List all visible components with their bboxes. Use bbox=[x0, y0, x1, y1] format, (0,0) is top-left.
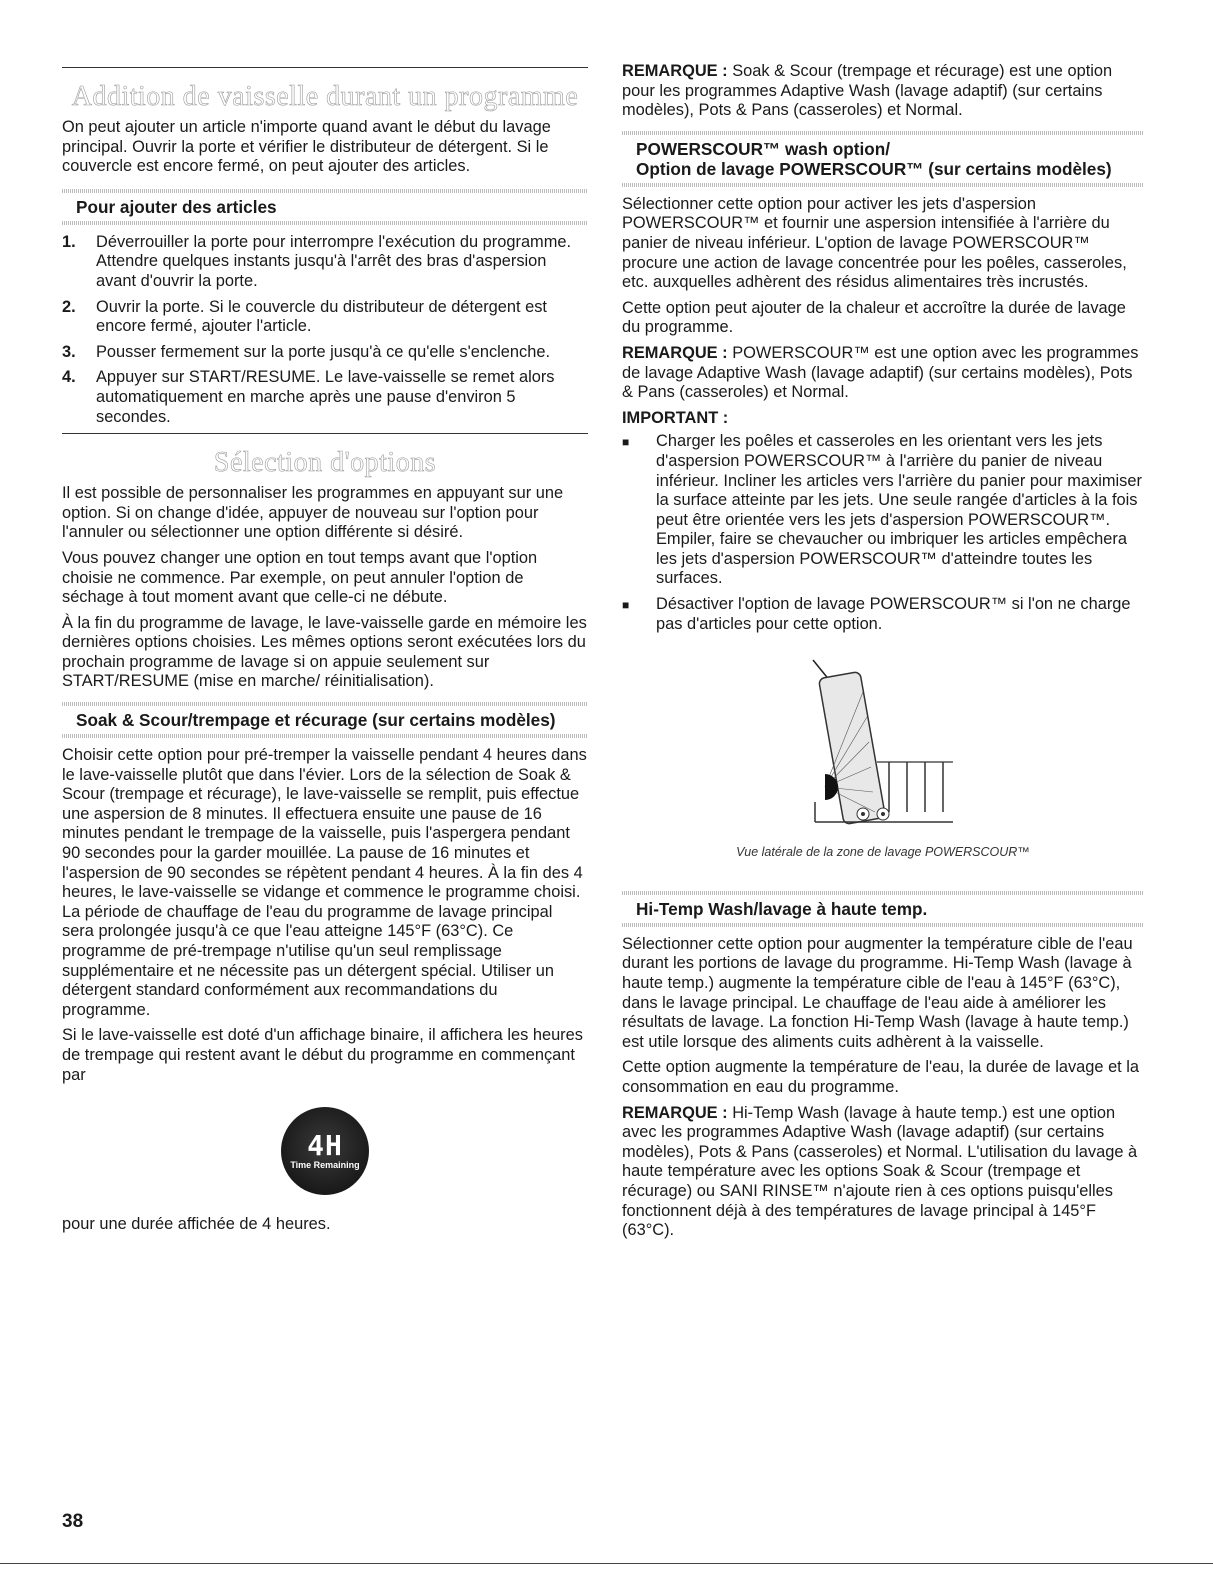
steps-list bbox=[62, 233, 588, 427]
bottom-rule bbox=[0, 1563, 1213, 1564]
powerscour-p1: Sélectionner cette option pour activer les jets d'aspersion POWERSCOUR™ et fournir une aspersion intensifiée à l'arrière du panier de niveau inférieur. L'option de lavage POWERSCOUR™ procure une action de lavage concentrée pour les poêles, casseroles, etc. auxquelles adhèrent des résidus alimentaires très incrustés. bbox=[622, 194, 1127, 292]
subheading-add-items: Pour ajouter des articles bbox=[76, 196, 277, 217]
list-item: 4. Appuyer sur START/RESUME. Le lave-vaisselle se remet alors automatiquement en marche après une pause d'environ 5 secondes. bbox=[62, 368, 555, 426]
section-rule bbox=[62, 433, 588, 434]
hatch-rule bbox=[62, 221, 588, 225]
remarque-soak: REMARQUE : Soak & Scour (trempage et récurage) est une option pour les programmes Adaptive Wash (lavage adaptif) (sur certains modèles), Pots & Pans (casseroles) et Normal. bbox=[622, 62, 1113, 120]
hitemp-p1: Sélectionner cette option pour augmenter la température cible de l'eau durant les portions de lavage du programme. Hi-Temp Wash (lavage à haute temp.) augmente la température cible de l'eau à 145°F (63°C), dans le lavage principal. Le chauffage de l'eau aide à améliorer les résultats de lavage. La fonction Hi-Temp Wash (lavage à haute temp.) est utile lorsque des aliments cuits adhèrent à la vaisselle. bbox=[622, 934, 1133, 1051]
hitemp-p2: Cette option augmente la température de l'eau, la durée de lavage et la consommation en eau du programme. bbox=[622, 1058, 1140, 1096]
subheading-hitemp: Hi-Temp Wash/lavage à haute temp. bbox=[636, 898, 928, 919]
time-remaining-display-icon bbox=[281, 1107, 369, 1195]
hatch-rule bbox=[622, 923, 1144, 927]
important-label: IMPORTANT : bbox=[622, 408, 729, 427]
figure-caption: Vue latérale de la zone de lavage POWERSCOUR™ bbox=[736, 845, 1030, 860]
soak-p3: pour une durée affichée de 4 heures. bbox=[62, 1215, 331, 1234]
display-label: Time Remaining bbox=[290, 1159, 360, 1170]
list-item: 1. Déverrouiller la porte pour interrompre l'exécution du programme. Attendre quelques instants jusqu'à l'arrêt des bras d'aspersion avant d'ouvrir la porte. bbox=[62, 232, 572, 290]
powerscour-figure bbox=[622, 652, 1144, 837]
section-title-addition: Addition de vaisselle durant un programme bbox=[71, 81, 579, 112]
subheading-soak-scour: Soak & Scour/trempage et récurage (sur certains modèles) bbox=[76, 710, 556, 731]
left-column bbox=[62, 0, 588, 1241]
list-item: 3. Pousser fermement sur la porte jusqu'à ce qu'elle s'enclenche. bbox=[62, 342, 550, 361]
remarque-powerscour: REMARQUE : POWERSCOUR™ est une option avec les programmes de lavage Adaptive Wash (lavage adaptif) (sur certains modèles), Pots & Pans (casseroles) et Normal. bbox=[622, 343, 1139, 402]
list-item: ■ Désactiver l'option de lavage POWERSCOUR™ si l'on ne charge pas d'articles pour cette option. bbox=[622, 595, 1131, 633]
bullet-icon: ■ bbox=[622, 435, 630, 450]
options-p1: Il est possible de personnaliser les programmes en appuyant sur une option. Si on change d'idée, appuyer de nouveau sur l'option pour l'annuler ou sélectionner une option différente si désiré. bbox=[62, 484, 564, 542]
page-number: 38 bbox=[62, 1511, 84, 1532]
display-badge-wrap bbox=[62, 1107, 588, 1195]
soak-p1: Choisir cette option pour pré-tremper la vaisselle pendant 4 heures dans le lave-vaisselle plutôt que dans l'évier. Lors de la sélection de Soak & Scour (trempage et récurage), le lave-vaisselle se remplit, puis effectue une aspersion de 8 minutes. Il effectuera ensuite une pause de 16 minutes pendant le trempage de la vaisselle, puis l'aspergera pendant 90 secondes pour la garder mouillée. La pause de 16 minutes et l'aspersion de 90 secondes se répètent pendant 4 heures. À la fin des 4 heures, le lave-vaisselle se vidange et commence le programme choisi. La période de chauffage de l'eau du programme de lavage principal sera prolongée jusqu'à ce que l'eau atteigne 145°F (63°C). Ce programme de pré-trempage n'utilise qu'un seul remplissage supplémentaire et ne nécessite pas un détergent spécial. Utiliser un détergent standard conformément aux recommandations du programme. bbox=[62, 746, 587, 1019]
bullet-icon: ■ bbox=[622, 598, 630, 613]
subheading-powerscour: POWERSCOUR™ wash option/ Option de lavage POWERSCOUR™ (sur certains modèles) bbox=[636, 138, 1112, 179]
hatch-rule bbox=[62, 734, 588, 738]
list-item: ■ Charger les poêles et casseroles en les orientant vers les jets d'aspersion POWERSCOUR™ à l'arrière du panier de niveau inférieur. Incliner les articles vers l'arrière du panier pour maximiser la surface atteinte par les jets. Une seule rangée d'articles à la fois peut être orientée vers les jets d'aspersion POWERSCOUR™. Empiler, faire se chevaucher ou imbriquer les articles empêchera les jets d'aspersion POWERSCOUR™ d'atteindre toutes les surfaces. bbox=[622, 432, 1142, 588]
addition-intro: On peut ajouter un article n'importe quand avant le début du lavage principal. Ouvrir la porte et vérifier le distributeur de détergent. Si le couvercle est encore fermé, on peut ajouter des articles. bbox=[62, 118, 551, 176]
powerscour-p2: Cette option peut ajouter de la chaleur et accroître la durée de lavage du programme. bbox=[622, 298, 1126, 337]
soak-p2: Si le lave-vaisselle est doté d'un affichage binaire, il affichera les heures de trempage qui restent avant le début du programme en commençant par bbox=[62, 1026, 583, 1084]
right-column bbox=[622, 0, 1144, 1247]
hatch-rule bbox=[622, 183, 1144, 187]
section-title-options: Sélection d'options bbox=[213, 447, 437, 479]
remarque-hitemp: REMARQUE : Hi-Temp Wash (lavage à haute temp.) est une option avec les programmes Adaptive Wash (lavage adaptif) (sur certains modèles), Pots & Pans (casseroles) et Normal. L'utilisation du lavage à haute température avec les options Soak & Scour (trempage et récurage) ou SANI RINSE™ n'ajoute rien à ces options puisqu'elles fonctionnent déjà à des températures de lavage principal à 145°F (63°C). bbox=[622, 1103, 1138, 1240]
options-p2: Vous pouvez changer une option en tout temps avant que l'option choisie ne commence. Par exemple, on peut annuler l'option de séchage à tout moment avant que celle-ci ne débute. bbox=[62, 548, 538, 607]
display-digits: 4H bbox=[307, 1128, 343, 1162]
options-p3: À la fin du programme de lavage, le lave-vaisselle garde en mémoire les dernières options choisies. Les mêmes options seront exécutées lors du prochain programme de lavage si on appuie seulement sur START/RESUME (mise en marche/ réinitialisation). bbox=[62, 613, 587, 691]
powerscour-side-view-illustration bbox=[803, 652, 963, 837]
list-item: 2. Ouvrir la porte. Si le couvercle du distributeur de détergent est encore fermé, ajouter l'article. bbox=[62, 297, 547, 336]
section-rule bbox=[62, 67, 588, 68]
